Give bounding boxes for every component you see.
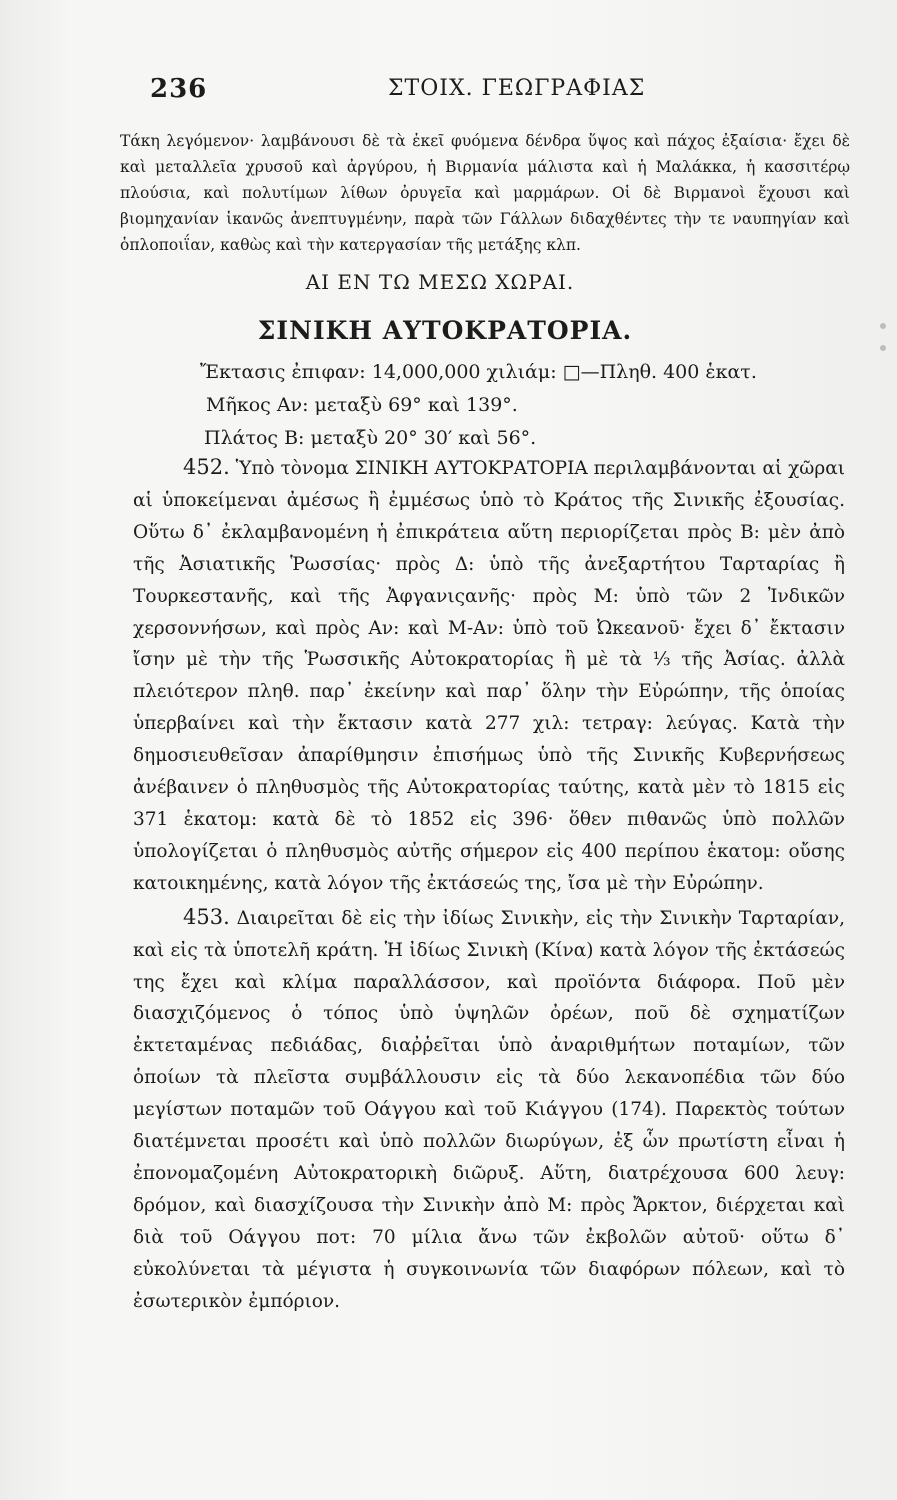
section-heading: ΑΙ ΕΝ ΤΩ ΜΕΣΩ ΧΩΡΑΙ. xyxy=(305,270,575,294)
page-number: 236 xyxy=(150,74,208,104)
subsection-heading: ΣΙΝΙΚΗ ΑΥΤΟΚΡΑΤΟΡΙΑ. xyxy=(257,316,633,345)
statistics-block xyxy=(200,356,860,455)
stat-latitude: Πλάτος Β: μεταξὺ 20° 30′ καὶ 56°. xyxy=(204,427,537,449)
paragraph-453 xyxy=(133,902,845,1318)
paragraph-number: 453. xyxy=(183,904,230,929)
paper-speck xyxy=(880,323,886,329)
paper-speck xyxy=(880,345,886,351)
paragraph-text: Ὑπὸ τὸνομα ΣΙΝΙΚΗ ΑΥΤΟΚΡΑΤΟΡΙΑ περιλαμβάνονται αἱ χῶραι αἱ ὑποκείμεναι ἀμέσως ἢ ἐμμέσως ὑπὸ τὸ Κράτος τῆς Σινικῆς ἐξουσίας. Οὕτω δ᾽ ἐκλαμβανομένη ἡ ἐπικράτεια αὕτη περιορίζεται πρὸς Β: μὲν ἀπὸ τῆς Ἀσιατικῆς Ῥωσσίας· πρὸς Δ: ὑπὸ τῆς ἀνεξαρτήτου Ταρταρίας ἢ Τουρκεστανῆς, καὶ τῆς Ἀφγανιςανῆς· πρὸς Μ: ὑπὸ τῶν 2 Ἰνδικῶν χερσοννήσων, καὶ πρὸς Αν: καὶ Μ-Αν: ὑπὸ τοῦ Ὠκεανοῦ· ἔχει δ᾽ ἔκτασιν ἴσην μὲ τὴν τῆς Ῥωσσικῆς Αὐτοκρατορίας ἢ μὲ τὰ ⅓ τῆς Ἀσίας. ἀλλὰ πλειότερον πληθ. παρ᾽ ἐκείνην καὶ παρ᾽ ὅλην τὴν Εὐρώπην, τῆς ὁποίας ὑπερβαίνει καὶ τὴν ἔκτασιν κατὰ 277 χιλ: τετραγ: λεύγας. Κατὰ τὴν δημοσιευθεῖσαν ἀπαρίθμησιν ἐπισήμως ὑπὸ τῆς Σινικῆς Κυβερνήσεως ἀνέβαινεν ὁ πληθυσμὸς τῆς Αὐτοκρατορίας ταύτης, κατὰ μὲν τὸ 1815 εἰς 371 ἑκατομ: κατὰ δὲ τὸ 1852 εἰς 396· ὅθεν πιθανῶς ὑπὸ πολλῶν ὑπολογίζεται ὁ πληθυσμὸς αὐτῆς σήμερον εἰς 400 περίπου ἑκατομ: οὔσης κατοικημένης, κατὰ λόγον τῆς ἐκτάσεώς της, ἴσα μὲ τὴν Εὐρώπην. xyxy=(133,458,845,894)
paragraph-452 xyxy=(133,452,845,900)
body-text xyxy=(133,452,845,1317)
continued-paragraph xyxy=(120,128,850,258)
stat-longitude: Μῆκος Αν: μεταξὺ 69° καὶ 139°. xyxy=(206,394,518,416)
continued-paragraph-text: Τάκη λεγόμενον· λαμβάνουσι δὲ τὰ ἐκεῖ φυόμενα δένδρα ὕψος καὶ πάχος ἐξαίσια· ἔχει δὲ καὶ μεταλλεῖα χρυσοῦ καὶ ἀργύρου, ἡ Βιρμανία μάλιστα καὶ ἡ Μαλάκκα, ἡ κασσιτέρῳ πλούσια, καὶ πολυτίμων λίθων ὀρυγεῖα καὶ μαρμάρων. Οἱ δὲ Βιρμανοὶ ἔχουσι καὶ βιομηχανίαν ἱκανῶς ἀνεπτυγμένην, παρὰ τῶν Γάλλων διδαχθέντες τὴν τε ναυπηγίαν καὶ ὁπλοποιΐαν, καθὼς καὶ τὴν κατεργασίαν τῆς μετάξης κλπ. xyxy=(120,132,850,254)
paragraph-number: 452. xyxy=(183,455,230,479)
running-head: ΣΤΟΙΧ. ΓΕΩΓΡΑΦΙΑΣ xyxy=(388,76,646,101)
page-header xyxy=(150,74,850,106)
stat-area-population: Ἔκτασις ἐπιφαν: 14,000,000 χιλιάμ: □—Πληθ. 400 ἑκατ. xyxy=(200,361,757,383)
paragraph-text: Διαιρεῖται δὲ εἰς τὴν ἰδίως Σινικὴν, εἰς τὴν Σινικὴν Ταρταρίαν, καὶ εἰς τὰ ὑποτελῆ κράτη. Ἡ ἰδίως Σινικὴ (Κίνα) κατὰ λόγον τῆς ἐκτάσεώς της ἔχει καὶ κλίμα παραλλάσσον, καὶ προϊόντα διάφορα. Ποῦ μὲν διασχιζόμενος ὁ τόπος ὑπὸ ὑψηλῶν ὀρέων, ποῦ δὲ σχηματίζων ἐκτεταμένας πεδιάδας, διαῤῥεῖται ὑπὸ ἀναριθμήτων ποταμίων, τῶν ὁποίων τὰ πλεῖστα συμβάλλουσιν εἰς τὰ δύο λεκανοπέδια τῶν δύο μεγίστων ποταμῶν τοῦ Οάγγου καὶ τοῦ Κιάγγου (174). Παρεκτὸς τούτων διατέμνεται προσέτι καὶ ὑπὸ πολλῶν διωρύγων, ἐξ ὧν πρωτίστη εἶναι ἡ ἐπονομαζομένη Αὐτοκρατορικὴ διῶρυξ. Αὕτη, διατρέχουσα 600 λευγ: δρόμον, καὶ διασχίζουσα τὴν Σινικὴν ἀπὸ Μ: πρὸς Ἄρκτον, διέρχεται καὶ διὰ τοῦ Οάγγου ποτ: 70 μίλια ἄνω τῶν ἐκβολῶν αὐτοῦ· οὕτω δ᾽ εὐκολύνεται τὰ μέγιστα ἡ συγκοινωνία τῶν διαφόρων πόλεων, καὶ τὸ ἐσωτερικὸν ἐμπόριον. xyxy=(133,907,845,1312)
